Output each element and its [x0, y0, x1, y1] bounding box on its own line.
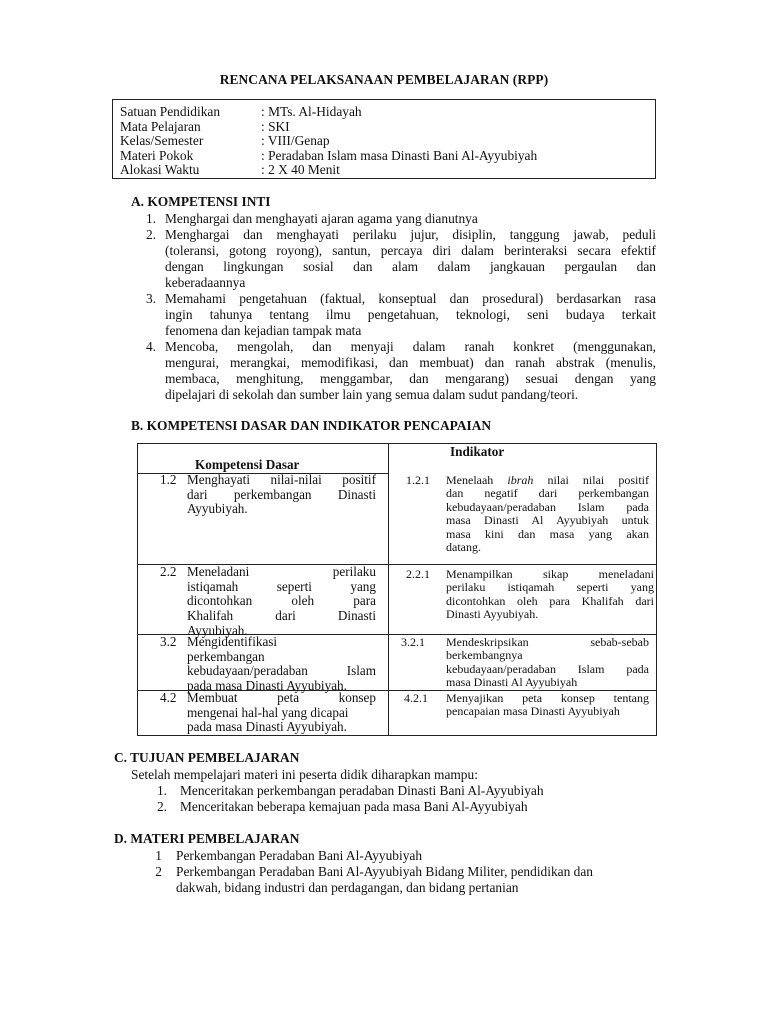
indicator-number: 1.2.1: [406, 473, 430, 487]
list-number: 1.: [156, 783, 167, 798]
identity-label: Kelas/Semester: [120, 133, 204, 148]
section-b-heading: B. KOMPETENSI DASAR DAN INDIKATOR PENCAPAIAN: [131, 418, 492, 433]
list-item: dakwah, bidang industri dan perdagangan, dan bidang pertanian: [176, 880, 519, 895]
document-title: RENCANA PELAKSANAAN PEMBELAJARAN (RPP): [219, 72, 549, 87]
list-item: Menghargai dan menghayati perilaku jujur, disiplin, tanggung jawab, peduli: [165, 227, 656, 242]
kd-number: 1.2: [160, 472, 177, 487]
list-item: membaca, menghitung, menggambar, dan mengarang) sesuai dengan yang: [165, 371, 656, 386]
list-number: 1.: [145, 211, 156, 226]
kd-text: Meneladani perilaku istiqamah seperti yang dicontohkan oleh para Khalifah dari Dinasti Ayyubiyah.: [187, 564, 376, 638]
identity-value: : VIII/Genap: [261, 133, 330, 148]
section-c-heading: C. TUJUAN PEMBELAJARAN: [114, 750, 300, 765]
list-item: Memahami pengetahuan (faktual, konseptual dan prosedural) berdasarkan rasa: [165, 291, 656, 306]
competency-table: [137, 443, 657, 736]
identity-value: : MTs. Al-Hidayah: [261, 104, 362, 119]
list-number: 2.: [145, 227, 156, 242]
kd-text: Menghayati nilai-nilai positif dari perkembangan Dinasti Ayyubiyah.: [187, 472, 376, 517]
identity-value: : Peradaban Islam masa Dinasti Bani Al-Ayyubiyah: [261, 147, 538, 163]
list-item: Menceritakan beberapa kemajuan pada masa Bani Al-Ayyubiyah: [180, 799, 528, 814]
column-header-indikator: Indikator: [450, 444, 505, 459]
identity-label: Satuan Pendidikan: [120, 104, 221, 119]
list-item: dengan lingkungan sosial dan alam dalam jangkauan pergaulan dan: [165, 259, 656, 274]
list-item: keberadaannya: [165, 275, 246, 290]
list-number: 2: [155, 864, 162, 879]
list-item: Menghargai dan menghayati ajaran agama yang dianutnya: [165, 211, 478, 226]
list-number: 3.: [145, 291, 156, 306]
list-item: Mencoba, mengolah, dan menyaji dalam ranah konkret (menggunakan,: [165, 339, 656, 354]
identity-value: : 2 X 40 Menit: [261, 162, 340, 177]
kd-number: 4.2: [160, 690, 177, 705]
kd-number: 2.2: [160, 564, 177, 579]
kd-text: Membuat peta konsep mengenai hal-hal yang dicapai pada masa Dinasti Ayyubiyah.: [187, 690, 376, 735]
list-item: Perkembangan Peradaban Bani Al-Ayyubiyah: [176, 848, 423, 863]
list-item: mengurai, merangkai, memodifikasi, dan membuat) dan ranah abstrak (menulis,: [165, 355, 656, 370]
list-number: 1: [155, 848, 162, 863]
list-number: 4.: [145, 339, 156, 354]
identity-label: Mata Pelajaran: [120, 118, 201, 134]
indicator-number: 3.2.1: [401, 635, 425, 649]
section-c-intro: Setelah mempelajari materi ini peserta didik diharapkan mampu:: [131, 767, 478, 782]
list-item: Perkembangan Peradaban Bani Al-Ayyubiyah Bidang Militer, pendidikan dan: [176, 864, 593, 879]
list-item: Menceritakan perkembangan peradaban Dinasti Bani Al-Ayyubiyah: [180, 783, 544, 798]
identity-label: Materi Pokok: [120, 147, 194, 163]
column-header-kompetensi: Kompetensi Dasar: [195, 457, 300, 472]
list-item: (toleransi, gotong royong), santun, percaya diri dalam berinteraksi secara efektif: [165, 243, 656, 258]
indicator-text: Menyajikan peta konsep tentang pencapaian masa Dinasti Ayyubiyah: [446, 691, 649, 719]
indicator-number: 4.2.1: [404, 691, 428, 705]
identity-box: [112, 99, 656, 179]
indicator-text: Menampilkan sikap meneladani perilaku istiqamah seperti yang dicontohkan oleh para Khalifah dari Dinasti Ayyubiyah.: [446, 567, 654, 622]
indicator-text: Mendeskripsikan sebab-sebab berkembangnya kebudayaan/peradaban Islam pada masa Dinasti Al Ayyubiyah: [446, 635, 649, 690]
table-divider: [388, 444, 389, 735]
identity-label: Alokasi Waktu: [120, 162, 200, 177]
list-number: 2.: [156, 799, 167, 814]
list-item: dipelajari di sekolah dan sumber lain yang semua dalam sudut pandang/teori.: [165, 387, 579, 402]
indicator-text: Menelaah ibrah nilai nilai positif dan negatif dari perkembangan kebudayaan/peradaban Islam pada masa Dinasti Al Ayyubiyah untuk masa kini dan masa yang akan datang.: [446, 473, 650, 555]
indicator-number: 2.2.1: [406, 567, 430, 581]
identity-value: : SKI: [261, 118, 290, 134]
list-item: ingin tahunya tentang ilmu pengetahuan, teknologi, seni budaya terkait: [165, 307, 656, 322]
kd-number: 3.2: [160, 634, 177, 649]
section-a-heading: A. KOMPETENSI INTI: [131, 194, 271, 209]
list-item: fenomena dan kejadian tampak mata: [165, 323, 362, 338]
kd-text: Mengidentifikasi perkembangan kebudayaan/peradaban Islam pada masa Dinasti Ayyubiyah.: [187, 634, 376, 694]
section-d-heading: D. MATERI PEMBELAJARAN: [114, 831, 300, 846]
